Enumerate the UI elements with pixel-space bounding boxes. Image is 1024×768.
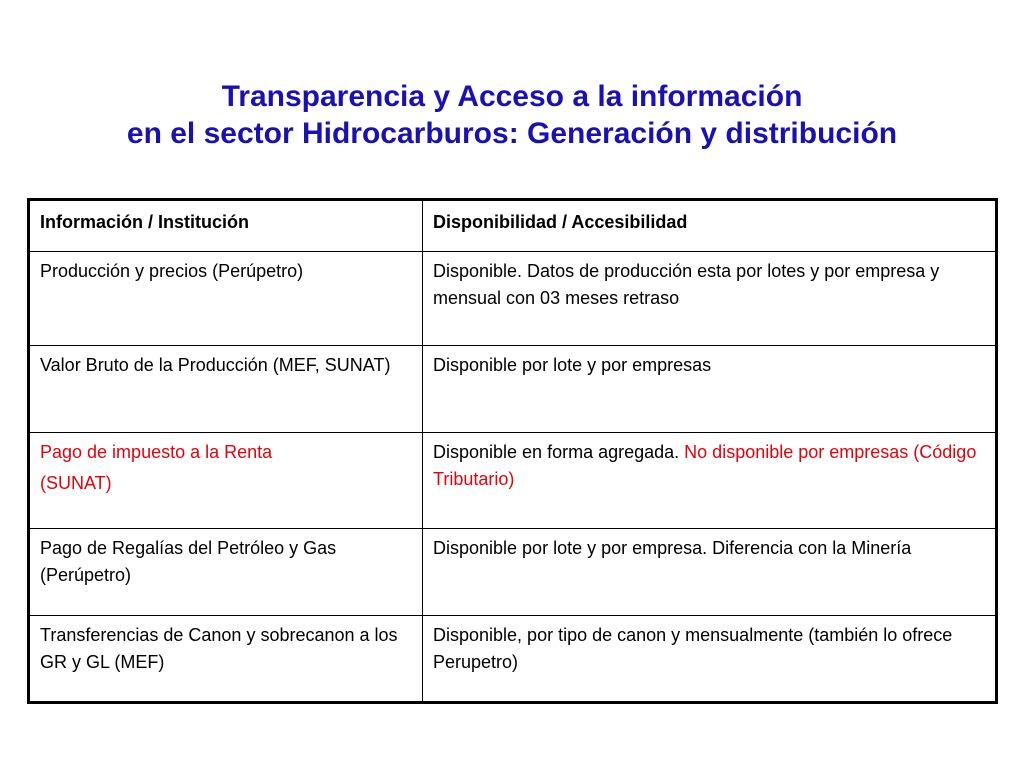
cell-info: Transferencias de Canon y sobrecanon a los GR y GL (MEF)	[29, 616, 423, 703]
information-table	[27, 198, 998, 704]
cell-availability: Disponible, por tipo de canon y mensualmente (también lo ofrece Perupetro)	[423, 616, 997, 703]
title-line-1: Transparencia y Acceso a la información	[221, 80, 803, 113]
table-row	[29, 529, 997, 616]
table-header-row	[29, 200, 997, 252]
table-row	[29, 616, 997, 703]
cell-info: Valor Bruto de la Producción (MEF, SUNAT)	[29, 346, 423, 433]
cell-availability: Disponible. Datos de producción esta por lotes y por empresa y mensual con 03 meses retraso	[423, 252, 997, 346]
table-row	[29, 346, 997, 433]
cell-availability	[423, 433, 997, 529]
cell-info	[29, 433, 423, 529]
header-info-institution: Información / Institución	[29, 200, 423, 252]
table-row	[29, 433, 997, 529]
availability-plain-text: Disponible en forma agregada.	[433, 442, 680, 462]
cell-info: Pago de Regalías del Petróleo y Gas (Perúpetro)	[29, 529, 423, 616]
header-availability: Disponibilidad / Accesibilidad	[423, 200, 997, 252]
cell-info: Producción y precios (Perúpetro)	[29, 252, 423, 346]
cell-availability: Disponible por lote y por empresa. Diferencia con la Minería	[423, 529, 997, 616]
page-title	[0, 78, 1024, 152]
cell-info-line-2: (SUNAT)	[40, 473, 112, 493]
availability-highlight-text: No disponible por empresas (Código Tributario)	[433, 442, 977, 489]
table-row	[29, 252, 997, 346]
cell-availability: Disponible por lote y por empresas	[423, 346, 997, 433]
title-line-2: en el sector Hidrocarburos: Generación y distribución	[126, 117, 898, 150]
cell-info-line-1: Pago de impuesto a la Renta	[40, 442, 273, 462]
